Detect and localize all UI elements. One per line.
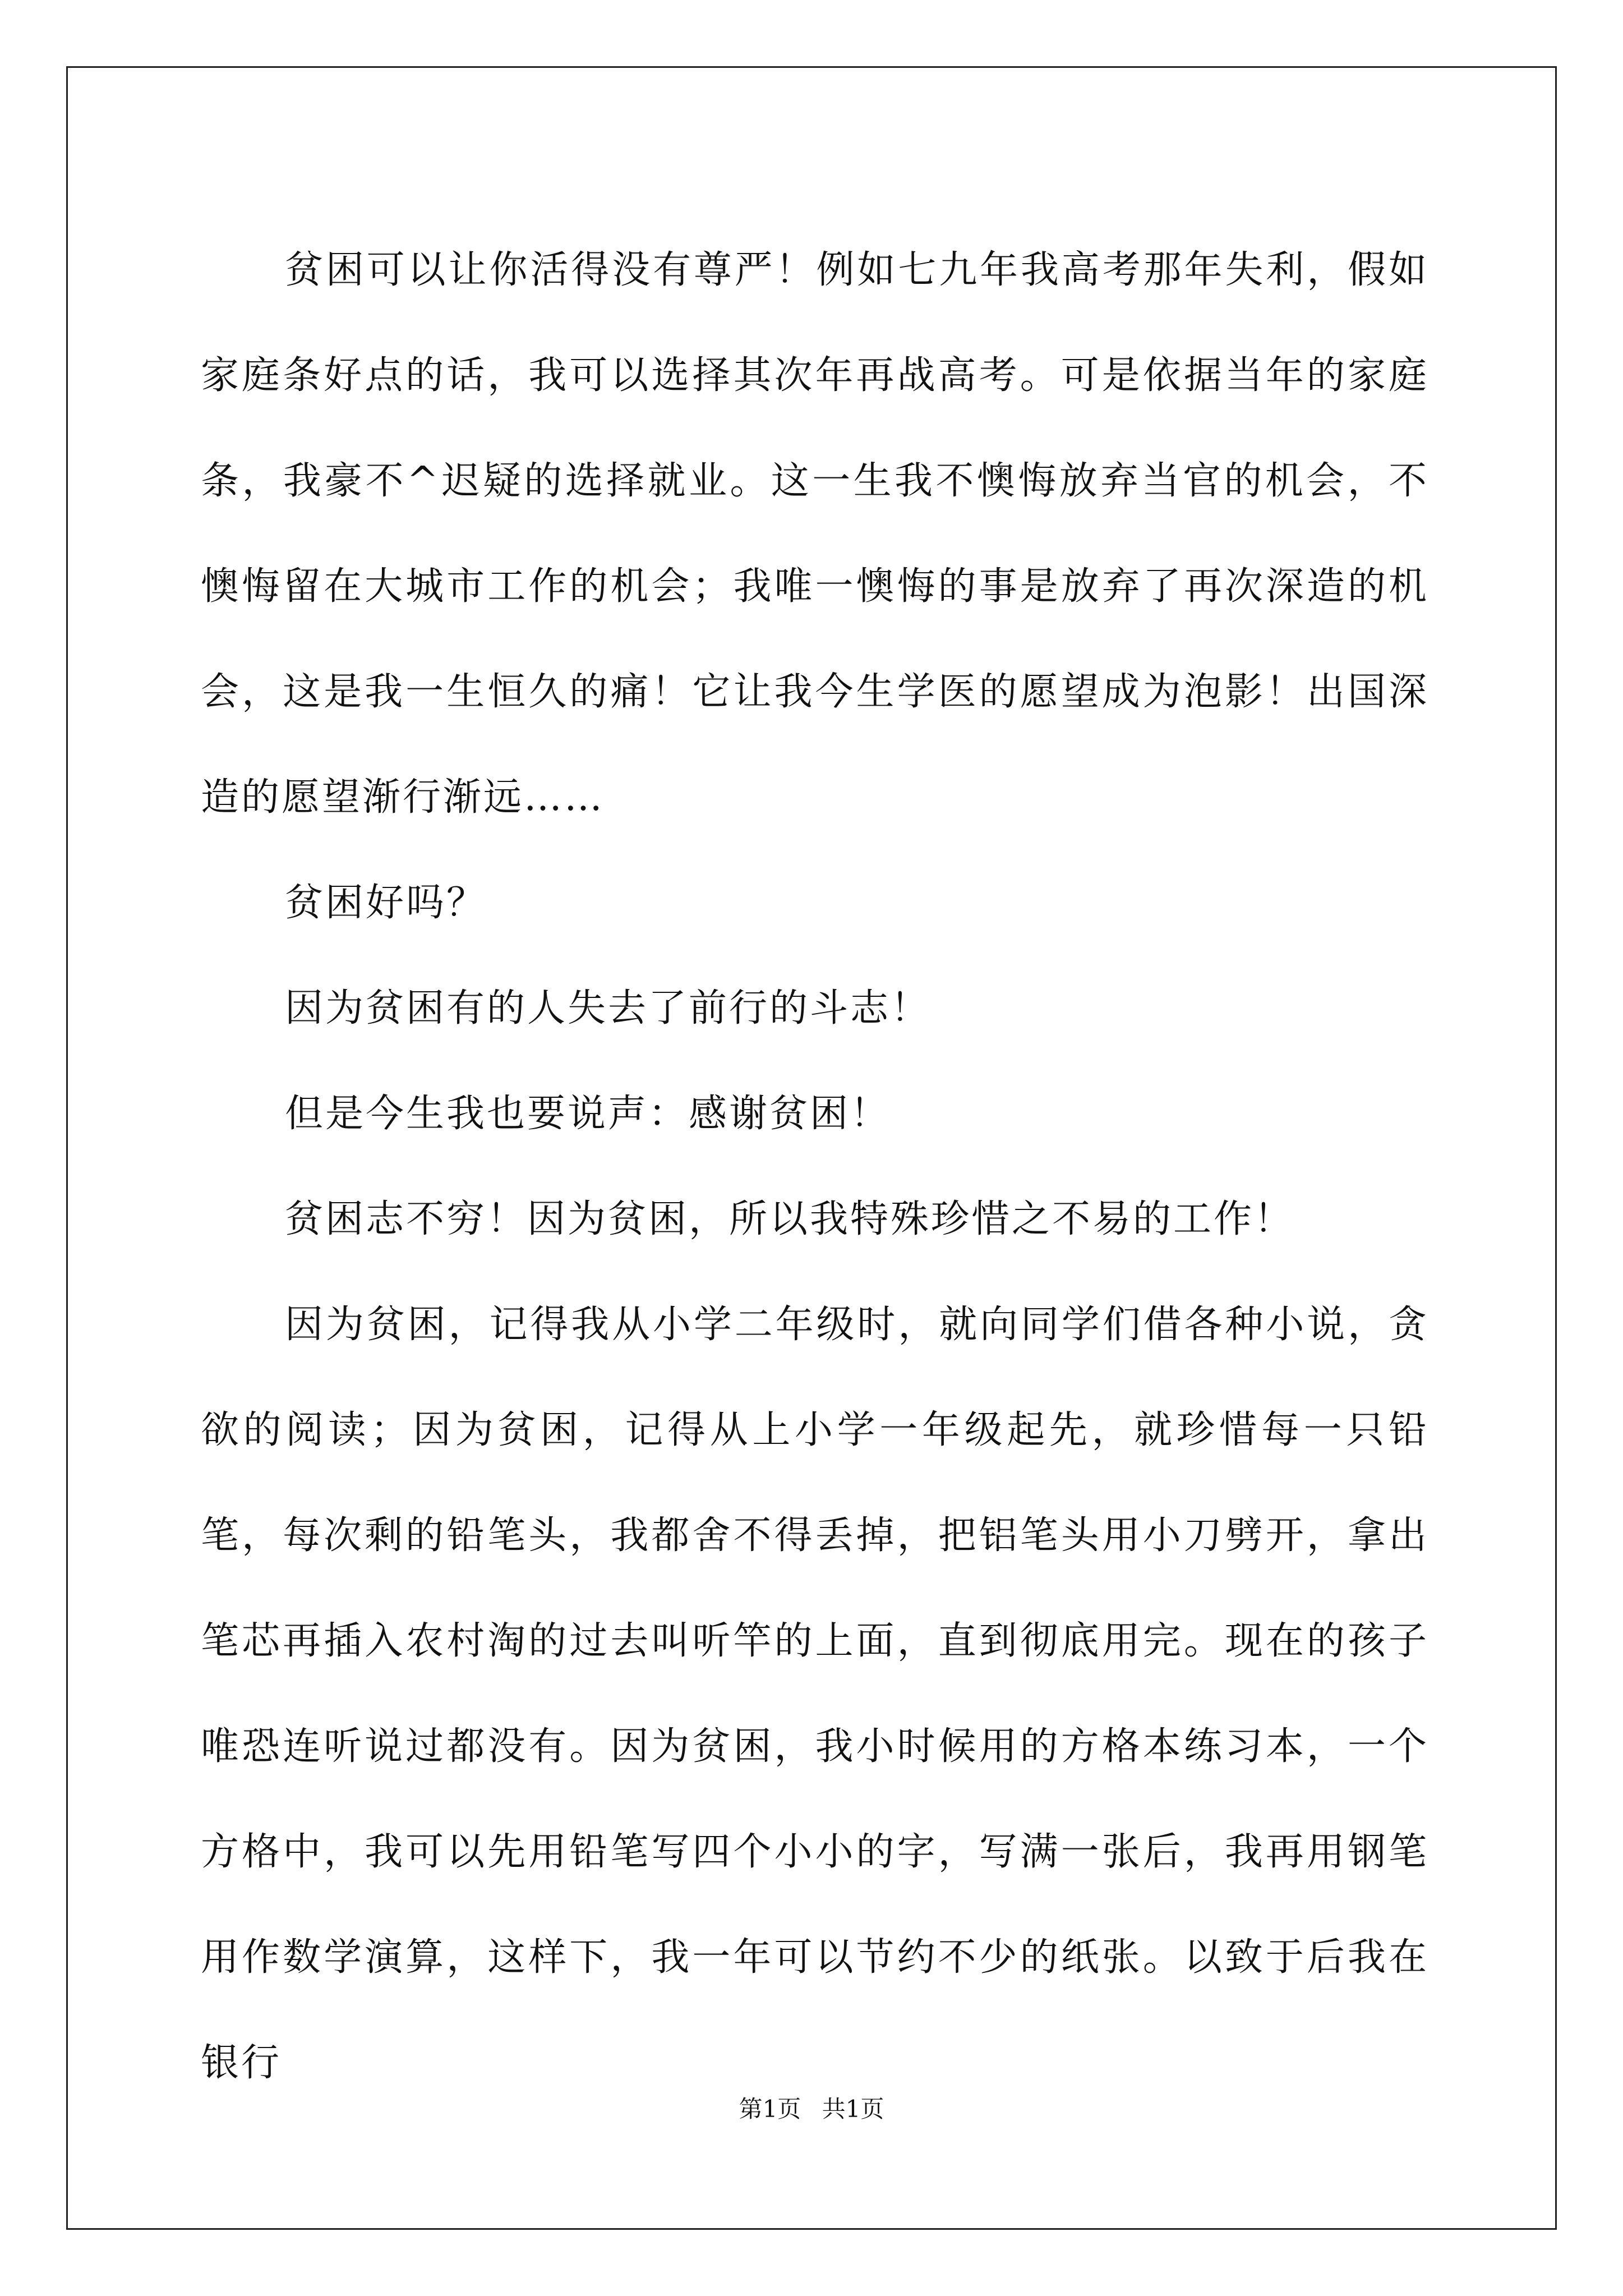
page-footer [0,2092,1623,2126]
paragraph-4: 但是今生我也要说声：感谢贫困！ [285,1092,891,1136]
document-body [201,218,1429,2116]
paragraph-5: 贫困志不穷！因为贫困，所以我特殊珍惜之不易的工作！ [285,1197,1295,1241]
page-number: 第1页 [739,2095,801,2123]
page-total: 共1页 [822,2095,884,2123]
paragraph-1: 贫困可以让你活得没有尊严！例如七九年我高考那年失利，假如家庭条好点的话，我可以选择其次年再战高考。可是依据当年的家庭条，我豪不^迟疑的选择就业。这一生我不懊悔放弃当官的机会，不懊悔留在大城市工作的机会；我唯一懊悔的事是放弃了再次深造的机会，这是我一生恒久的痛！它让我今生学医的愿望成为泡影！出国深造的愿望渐行渐远…… [201,248,1429,820]
paragraph-6: 因为贫困，记得我从小学二年级时，就向同学们借各种小说，贪欲的阅读；因为贫困，记得从上小学一年级起先，就珍惜每一只铅笔，每次剩的铅笔头，我都舍不得丢掉，把铝笔头用小刀劈开，拿出笔芯再插入农村淘的过去叫听竿的上面，直到彻底用完。现在的孩子唯恐连听说过都没有。因为贫困，我小时候用的方格本练习本，一个方格中，我可以先用铅笔写四个小小的字，写满一张后，我再用钢笔用作数学演算，这样下，我一年可以节约不少的纸张。以致于后我在银行 [201,1303,1429,2085]
paragraph-3: 因为贫困有的人失去了前行的斗志！ [285,986,932,1030]
paragraph-2: 贫困好吗？ [285,881,487,925]
